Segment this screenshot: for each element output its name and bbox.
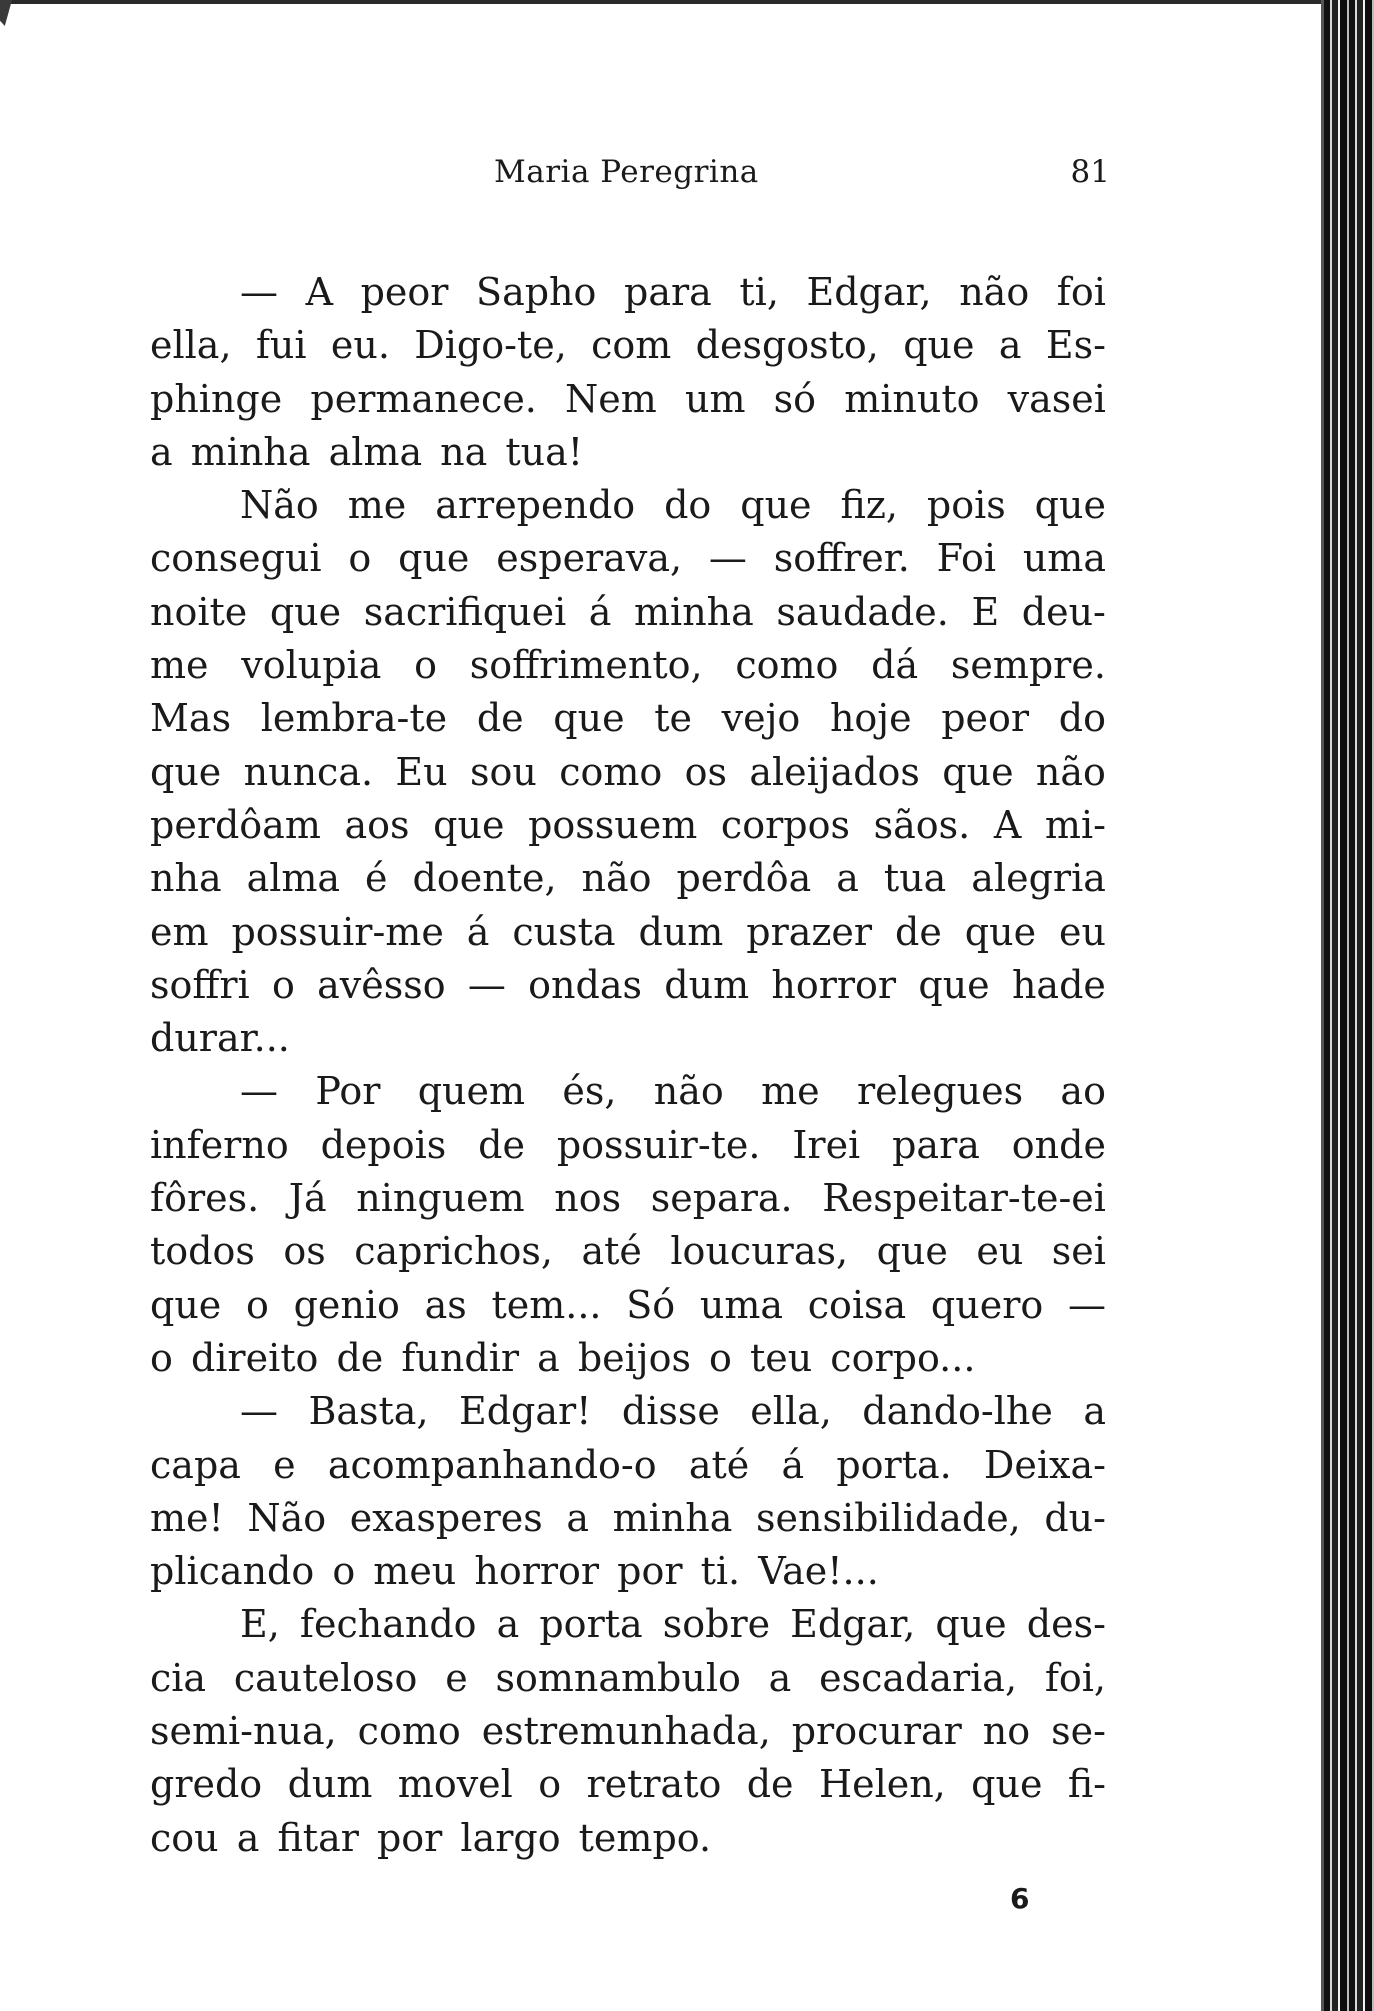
text-line: Não me arrependo do que fiz, pois que bbox=[240, 483, 1106, 528]
text-line: — Por quem és, não me relegues ao bbox=[240, 1069, 1106, 1114]
book-binding bbox=[1324, 0, 1374, 2011]
text-line: — Basta, Edgar! disse ella, dando-lhe a bbox=[240, 1389, 1106, 1434]
text-line: que nunca. Eu sou como os aleijados que não bbox=[150, 749, 1106, 794]
text-line: consegui o que esperava, — soffrer. Foi uma bbox=[150, 536, 1106, 581]
text-line: em possuir-me á custa dum prazer de que eu bbox=[150, 909, 1106, 954]
text-line: que o genio as tem... Só uma coisa quero — bbox=[150, 1282, 1106, 1327]
book-title: Maria Peregrina bbox=[494, 154, 759, 190]
text-line: nha alma é doente, não perdôa a tua alegria bbox=[150, 856, 1106, 901]
body-text bbox=[150, 266, 1106, 1865]
text-line: me volupia o soffrimento, como dá sempre. bbox=[150, 643, 1106, 688]
text-line: ella, fui eu. Digo-te, com desgosto, que a Es- bbox=[150, 323, 1106, 368]
text-line: semi-nua, como estremunhada, procurar no se- bbox=[150, 1709, 1106, 1754]
running-head bbox=[150, 150, 1110, 194]
text-line: E, fechando a porta sobre Edgar, que des- bbox=[240, 1602, 1106, 1647]
text-line: gredo dum movel o retrato de Helen, que fi- bbox=[150, 1762, 1106, 1807]
signature-mark: 6 bbox=[1010, 1882, 1030, 1915]
text-line: capa e acompanhando-o até á porta. Deixa- bbox=[150, 1442, 1106, 1487]
page-number: 81 bbox=[1070, 154, 1110, 190]
text-line: noite que sacrifiquei á minha saudade. E deu- bbox=[150, 589, 1106, 634]
text-line: plicando o meu horror por ti. Vae!... bbox=[150, 1549, 879, 1594]
text-line: cia cauteloso e somnambulo a escadaria, foi, bbox=[150, 1655, 1106, 1700]
text-line: — A peor Sapho para ti, Edgar, não foi bbox=[240, 270, 1106, 314]
text-line: me! Não exasperes a minha sensibilidade, du- bbox=[150, 1495, 1106, 1540]
text-line: o direito de fundir a beijos o teu corpo... bbox=[150, 1335, 976, 1380]
text-line: fôres. Já ninguem nos separa. Respeitar-te-ei bbox=[150, 1176, 1106, 1221]
text-line: Mas lembra-te de que te vejo hoje peor do bbox=[150, 696, 1106, 741]
text-line: cou a fitar por largo tempo. bbox=[150, 1815, 712, 1860]
text-line: todos os caprichos, até loucuras, que eu sei bbox=[150, 1229, 1106, 1274]
top-edge-rule bbox=[0, 0, 1330, 4]
text-line: phinge permanece. Nem um só minuto vasei bbox=[150, 376, 1106, 421]
text-line: a minha alma na tua! bbox=[150, 429, 584, 474]
text-line: durar... bbox=[150, 1016, 290, 1061]
corner-mark bbox=[0, 0, 12, 26]
text-line: perdôam aos que possuem corpos sãos. A mi- bbox=[150, 802, 1106, 847]
text-line: inferno depois de possuir-te. Irei para onde bbox=[150, 1122, 1106, 1167]
text-line: soffri o avêsso — ondas dum horror que hade bbox=[150, 962, 1106, 1007]
